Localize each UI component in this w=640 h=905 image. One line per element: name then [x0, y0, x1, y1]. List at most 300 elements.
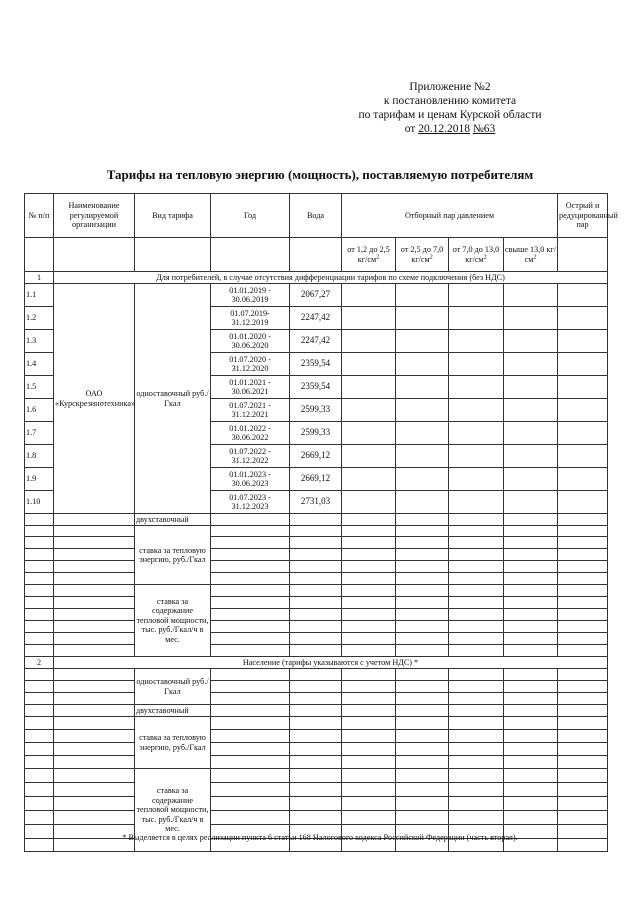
empty-cell [396, 621, 449, 633]
empty-cell [25, 693, 54, 705]
table-row [25, 645, 608, 657]
empty-cell [396, 783, 449, 797]
appendix-date-prefix: от [404, 123, 419, 135]
row-water: 2599,33 [290, 422, 342, 445]
empty-cell [558, 307, 608, 330]
empty-cell [342, 621, 396, 633]
empty-cell [54, 797, 135, 811]
empty-cell [449, 597, 504, 609]
row-num: 1.9 [25, 468, 54, 491]
empty-cell [449, 693, 504, 705]
empty-cell [396, 681, 449, 693]
empty-cell [449, 769, 504, 783]
empty-cell [25, 573, 54, 585]
empty-cell [54, 769, 135, 783]
empty-cell [558, 681, 608, 693]
empty-cell [342, 422, 396, 445]
empty-cell [558, 645, 608, 657]
empty-cell [558, 561, 608, 573]
empty-cell [449, 585, 504, 597]
empty-cell [290, 717, 342, 730]
empty-cell [211, 561, 290, 573]
empty-cell [342, 561, 396, 573]
empty-cell [290, 609, 342, 621]
empty-cell [449, 537, 504, 549]
empty-cell [211, 756, 290, 769]
empty-cell [54, 621, 135, 633]
header-org: Наименование регулируемой организации [54, 194, 135, 238]
empty-cell [54, 537, 135, 549]
table-row [25, 526, 608, 537]
empty-cell [396, 376, 449, 399]
empty-cell [342, 783, 396, 797]
empty-cell [558, 573, 608, 585]
empty-cell [504, 621, 558, 633]
empty-cell [449, 353, 504, 376]
empty-cell [342, 445, 396, 468]
empty-cell [396, 669, 449, 681]
table-row [25, 681, 608, 693]
empty-cell [54, 669, 135, 681]
empty-cell [396, 353, 449, 376]
empty-cell [54, 514, 135, 526]
empty-cell [396, 422, 449, 445]
header-num: № п/п [25, 194, 54, 238]
empty-cell [342, 717, 396, 730]
empty-cell [504, 330, 558, 353]
empty-cell [449, 669, 504, 681]
empty-cell [25, 730, 54, 743]
section-row [25, 657, 608, 669]
empty-cell [504, 549, 558, 561]
empty-cell [54, 597, 135, 609]
empty-cell [558, 422, 608, 445]
empty-cell [396, 609, 449, 621]
empty-cell [396, 717, 449, 730]
empty-cell [449, 422, 504, 445]
empty-cell [342, 284, 396, 307]
empty-cell [504, 561, 558, 573]
empty-cell [396, 445, 449, 468]
empty-cell [290, 549, 342, 561]
empty-cell [135, 238, 211, 272]
empty-cell [25, 681, 54, 693]
empty-cell [449, 526, 504, 537]
empty-cell [504, 609, 558, 621]
empty-cell [396, 811, 449, 825]
empty-cell [504, 717, 558, 730]
empty-cell [558, 621, 608, 633]
empty-cell [211, 549, 290, 561]
empty-cell [342, 330, 396, 353]
empty-cell [504, 669, 558, 681]
empty-cell [396, 730, 449, 743]
empty-cell [396, 399, 449, 422]
empty-cell [396, 330, 449, 353]
empty-cell [290, 693, 342, 705]
table-row [25, 633, 608, 645]
tariff-kind-two-rate: двухставочный [135, 514, 211, 526]
empty-cell [504, 693, 558, 705]
empty-cell [54, 783, 135, 797]
section1-num: 1 [25, 272, 54, 284]
empty-cell [504, 783, 558, 797]
row-period: 01.01.2023 - 30.06.2023 [211, 468, 290, 491]
table-row [25, 783, 608, 797]
empty-cell [211, 537, 290, 549]
empty-cell [558, 756, 608, 769]
empty-cell [211, 597, 290, 609]
empty-cell [396, 491, 449, 514]
empty-cell [449, 756, 504, 769]
empty-cell [558, 769, 608, 783]
tariff-table [24, 193, 618, 852]
empty-cell [558, 238, 608, 272]
empty-cell [25, 669, 54, 681]
empty-cell [396, 769, 449, 783]
empty-cell [54, 681, 135, 693]
empty-cell [504, 422, 558, 445]
empty-cell [504, 633, 558, 645]
empty-cell [396, 537, 449, 549]
empty-cell [504, 585, 558, 597]
empty-cell [290, 797, 342, 811]
row-num: 1.10 [25, 491, 54, 514]
empty-cell [449, 468, 504, 491]
row-period: 01.07.2019- 31.12.2019 [211, 307, 290, 330]
row-period: 01.07.2020 - 31.12.2020 [211, 353, 290, 376]
empty-cell [504, 681, 558, 693]
section2-label: Население (тарифы указываются с учетом НДС) * [54, 657, 608, 669]
empty-cell [25, 797, 54, 811]
row-num: 1.2 [25, 307, 54, 330]
empty-cell [54, 645, 135, 657]
empty-cell [396, 307, 449, 330]
empty-cell [342, 376, 396, 399]
empty-cell [449, 783, 504, 797]
empty-cell [25, 537, 54, 549]
rate-energy: ставка за тепловую энергию, руб./Гкал [135, 526, 211, 585]
empty-cell [342, 769, 396, 783]
empty-cell [25, 783, 54, 797]
empty-cell [342, 633, 396, 645]
empty-cell [290, 769, 342, 783]
empty-cell [54, 238, 135, 272]
table-row [25, 743, 608, 756]
empty-cell [211, 783, 290, 797]
empty-cell [211, 585, 290, 597]
table-row [25, 705, 608, 717]
empty-cell [211, 811, 290, 825]
section1-label: Для потребителей, в случае отсутствия дифференциации тарифов по схеме подключения (без НДС) [54, 272, 608, 284]
empty-cell [558, 693, 608, 705]
empty-cell [504, 514, 558, 526]
empty-cell [558, 537, 608, 549]
rate-power: ставка за содержание тепловой мощности, тыс. руб./Гкал/ч в мес. [135, 769, 211, 852]
empty-cell [449, 491, 504, 514]
empty-cell [504, 597, 558, 609]
section-row [25, 272, 608, 284]
empty-cell [290, 730, 342, 743]
empty-cell [54, 549, 135, 561]
empty-cell [342, 353, 396, 376]
empty-cell [449, 743, 504, 756]
table-row [25, 717, 608, 730]
empty-cell [25, 743, 54, 756]
empty-cell [54, 609, 135, 621]
footnote: * Выделяется в целях реализации пункта 6 статьи 168 Налогового кодекса Российской Федерации (часть вторая). [122, 833, 518, 842]
row-water: 2359,54 [290, 353, 342, 376]
empty-cell [25, 609, 54, 621]
empty-cell [290, 561, 342, 573]
empty-cell [558, 353, 608, 376]
table-row [25, 769, 608, 783]
empty-cell [396, 797, 449, 811]
empty-cell [211, 633, 290, 645]
empty-cell [54, 633, 135, 645]
empty-cell [342, 537, 396, 549]
empty-cell [25, 561, 54, 573]
table-row [25, 756, 608, 769]
empty-cell [25, 514, 54, 526]
empty-cell [25, 756, 54, 769]
empty-cell [558, 491, 608, 514]
empty-cell [504, 284, 558, 307]
row-period: 01.07.2021 - 31.12.2021 [211, 399, 290, 422]
table-row [25, 561, 608, 573]
empty-cell [396, 561, 449, 573]
empty-cell [449, 307, 504, 330]
table-row [25, 730, 608, 743]
header-steam: Отборный пар давлением [342, 194, 558, 238]
empty-cell [54, 693, 135, 705]
empty-cell [25, 633, 54, 645]
empty-cell [290, 705, 342, 717]
empty-cell [25, 705, 54, 717]
empty-cell [25, 645, 54, 657]
appendix-line2: к постановлению комитета [383, 95, 517, 107]
empty-cell [504, 573, 558, 585]
empty-cell [449, 621, 504, 633]
row-water: 2731,03 [290, 491, 342, 514]
empty-cell [396, 597, 449, 609]
empty-cell [504, 307, 558, 330]
empty-cell [25, 717, 54, 730]
empty-cell [54, 717, 135, 730]
header-sharp: Острый и редуцированный пар [558, 194, 608, 238]
empty-cell [211, 693, 290, 705]
empty-cell [290, 756, 342, 769]
empty-cell [211, 645, 290, 657]
empty-cell [290, 743, 342, 756]
table-row [25, 621, 608, 633]
empty-cell [342, 743, 396, 756]
empty-cell [25, 769, 54, 783]
rate-power: ставка за содержание тепловой мощности, тыс. руб./Гкал/ч в мес. [135, 585, 211, 657]
empty-cell [449, 705, 504, 717]
empty-cell [342, 756, 396, 769]
appendix-date: 20.12.2018 [418, 123, 470, 135]
table-row [25, 537, 608, 549]
header-row [25, 194, 608, 238]
empty-cell [25, 238, 54, 272]
empty-cell [558, 526, 608, 537]
empty-cell [504, 399, 558, 422]
empty-cell [290, 573, 342, 585]
empty-cell [342, 573, 396, 585]
empty-cell [211, 717, 290, 730]
empty-cell [449, 681, 504, 693]
table-row [25, 669, 608, 681]
empty-cell [342, 669, 396, 681]
empty-cell [504, 811, 558, 825]
empty-cell [396, 284, 449, 307]
empty-cell [290, 514, 342, 526]
row-num: 1.5 [25, 376, 54, 399]
empty-cell [504, 491, 558, 514]
empty-cell [342, 609, 396, 621]
row-period: 01.01.2020 - 30.06.2020 [211, 330, 290, 353]
empty-cell [504, 743, 558, 756]
table-row [25, 597, 608, 609]
empty-cell [54, 730, 135, 743]
empty-cell [290, 681, 342, 693]
appendix-line1: Приложение №2 [409, 81, 491, 93]
empty-cell [558, 284, 608, 307]
empty-cell [396, 514, 449, 526]
table-row [25, 514, 608, 526]
empty-cell [504, 797, 558, 811]
empty-cell [290, 597, 342, 609]
empty-cell [342, 585, 396, 597]
empty-cell [396, 743, 449, 756]
empty-cell [342, 645, 396, 657]
empty-cell [342, 514, 396, 526]
empty-cell [54, 585, 135, 597]
empty-cell [396, 645, 449, 657]
row-num: 1.1 [25, 284, 54, 307]
empty-cell [449, 561, 504, 573]
empty-cell [54, 573, 135, 585]
table-row [25, 797, 608, 811]
empty-cell [558, 597, 608, 609]
empty-cell [558, 376, 608, 399]
empty-cell [504, 769, 558, 783]
empty-cell [449, 633, 504, 645]
empty-cell [504, 376, 558, 399]
empty-cell [54, 705, 135, 717]
empty-cell [558, 669, 608, 681]
rate-energy: ставка за тепловую энергию, руб./Гкал [135, 717, 211, 769]
empty-cell [211, 669, 290, 681]
appendix-line3: по тарифам и ценам Курской области [358, 109, 542, 121]
empty-cell [342, 491, 396, 514]
empty-cell [211, 681, 290, 693]
empty-cell [396, 526, 449, 537]
empty-cell [449, 811, 504, 825]
empty-cell [290, 783, 342, 797]
row-water: 2599,33 [290, 399, 342, 422]
row-water: 2067,27 [290, 284, 342, 307]
empty-cell [211, 705, 290, 717]
empty-cell [290, 669, 342, 681]
empty-cell [504, 445, 558, 468]
empty-cell [54, 526, 135, 537]
appendix-block [330, 80, 570, 136]
empty-cell [558, 811, 608, 825]
empty-cell [558, 797, 608, 811]
empty-cell [449, 645, 504, 657]
empty-cell [449, 284, 504, 307]
empty-cell [396, 573, 449, 585]
empty-cell [342, 597, 396, 609]
empty-cell [342, 811, 396, 825]
empty-cell [449, 730, 504, 743]
empty-cell [396, 585, 449, 597]
empty-cell [54, 743, 135, 756]
header-pressure-1: от 1,2 до 2,5 $кг/см^2$ [342, 238, 396, 272]
empty-cell [25, 526, 54, 537]
row-period: 01.01.2019 - 30.06.2019 [211, 284, 290, 307]
empty-cell [290, 537, 342, 549]
row-num: 1.8 [25, 445, 54, 468]
empty-cell [290, 633, 342, 645]
empty-cell [449, 573, 504, 585]
empty-cell [342, 730, 396, 743]
empty-cell [396, 693, 449, 705]
empty-cell [558, 399, 608, 422]
empty-cell [211, 573, 290, 585]
empty-cell [449, 376, 504, 399]
tariff-kind-single: одноставочный руб./Гкал [135, 284, 211, 514]
empty-cell [558, 445, 608, 468]
empty-cell [25, 621, 54, 633]
empty-cell [211, 730, 290, 743]
row-period: 01.01.2022 - 30.06.2022 [211, 422, 290, 445]
empty-cell [342, 797, 396, 811]
empty-cell [211, 743, 290, 756]
empty-cell [342, 549, 396, 561]
row-water: 2669,12 [290, 445, 342, 468]
empty-cell [211, 797, 290, 811]
empty-cell [449, 445, 504, 468]
empty-cell [290, 238, 342, 272]
empty-cell [504, 756, 558, 769]
row-period: 01.07.2023 - 31.12.2023 [211, 491, 290, 514]
empty-cell [25, 549, 54, 561]
empty-cell [290, 645, 342, 657]
row-num: 1.6 [25, 399, 54, 422]
empty-cell [396, 549, 449, 561]
row-num: 1.4 [25, 353, 54, 376]
row-water: 2247,42 [290, 330, 342, 353]
empty-cell [342, 705, 396, 717]
empty-cell [396, 468, 449, 491]
empty-cell [211, 769, 290, 783]
empty-cell [211, 526, 290, 537]
empty-cell [54, 756, 135, 769]
table-row [25, 693, 608, 705]
empty-cell [504, 730, 558, 743]
appendix-number: №63 [472, 123, 496, 135]
empty-cell [504, 468, 558, 491]
empty-cell [504, 537, 558, 549]
empty-cell [449, 514, 504, 526]
row-num: 1.3 [25, 330, 54, 353]
empty-cell [504, 705, 558, 717]
empty-cell [211, 238, 290, 272]
appendix-line4 [330, 122, 570, 136]
